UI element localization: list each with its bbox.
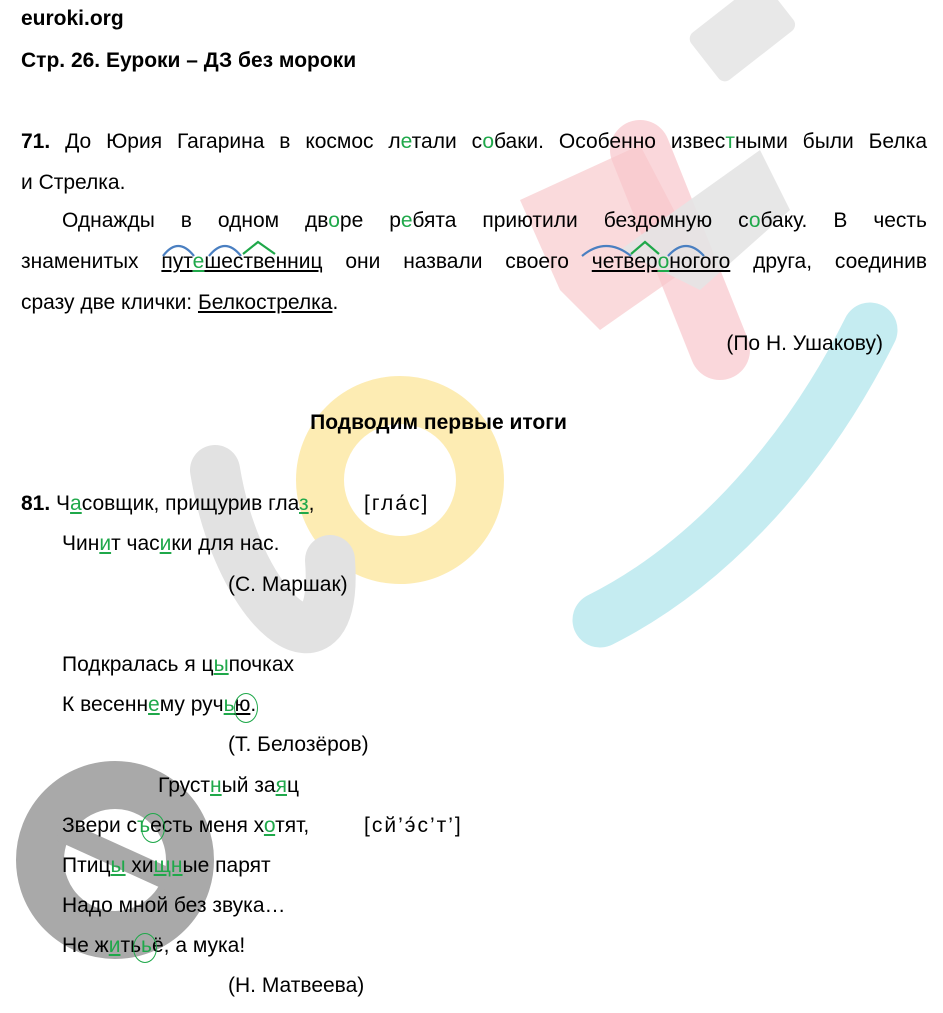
ex81-transcription-2: [сй’э́с’т’] <box>364 814 463 837</box>
ex71-source: (По Н. Ушакову) <box>726 332 883 355</box>
ex81-line-3: Подкралась я цыпочках <box>62 653 295 676</box>
ex81-line-7: Надо мной без звука… <box>62 894 286 917</box>
ex71-line-5: сразу две клички: Белкострелка. <box>21 291 339 314</box>
ex81-line-8: Не житььё, а мука! <box>62 934 246 957</box>
ex81-number: 81. <box>21 492 51 515</box>
ex71-number: 71. <box>21 130 51 153</box>
word-belkostrelka: Белкострелка <box>197 291 333 314</box>
ex81-line-2: Чинит часики для нас. <box>62 532 280 555</box>
ex71-line-3: Однажды в одном дворе ребята приютили бездомную собаку. В честь <box>62 209 927 232</box>
poem-title: Грустный заяц <box>158 774 300 797</box>
ex81-author-3: (Н. Матвеева) <box>228 974 365 997</box>
page-title: Стр. 26. Еуроки – ДЗ без мороки <box>21 49 357 72</box>
circle-mark-soft-sign <box>234 693 258 723</box>
ex81-line-6: Птицы хищные парят <box>62 854 271 877</box>
section-title: Подводим первые итоги <box>310 411 567 434</box>
ex81-author-2: (Т. Белозёров) <box>228 733 369 756</box>
word-puteshestvennits: пут <box>161 250 193 273</box>
ex71-line-1: 71. До Юрия Гагарина в космос летали собаки. Особенно известными были Белка <box>21 130 928 153</box>
ex71-line-4: знаменитых путешественниц они назвали своего четвероногого друга, соединив <box>21 250 927 273</box>
ex81-author-1: (С. Маршак) <box>228 573 348 596</box>
ex81-line-5: Звери съесть меня хотят, <box>62 814 310 837</box>
ex71-line-2: и Стрелка. <box>21 171 126 194</box>
circle-mark-hard-sign <box>141 813 165 843</box>
circle-mark-soft-sign-2 <box>133 933 157 963</box>
word-chetveronogogo: четвер <box>591 250 658 273</box>
site-name: euroki.org <box>21 7 124 30</box>
ex81-line-1: 81. Часовщик, прищурив глаз, <box>21 492 315 515</box>
ex81-line-4: К весеннему ручью. <box>62 693 257 716</box>
ex81-transcription-1: [гла́с] <box>364 492 430 515</box>
